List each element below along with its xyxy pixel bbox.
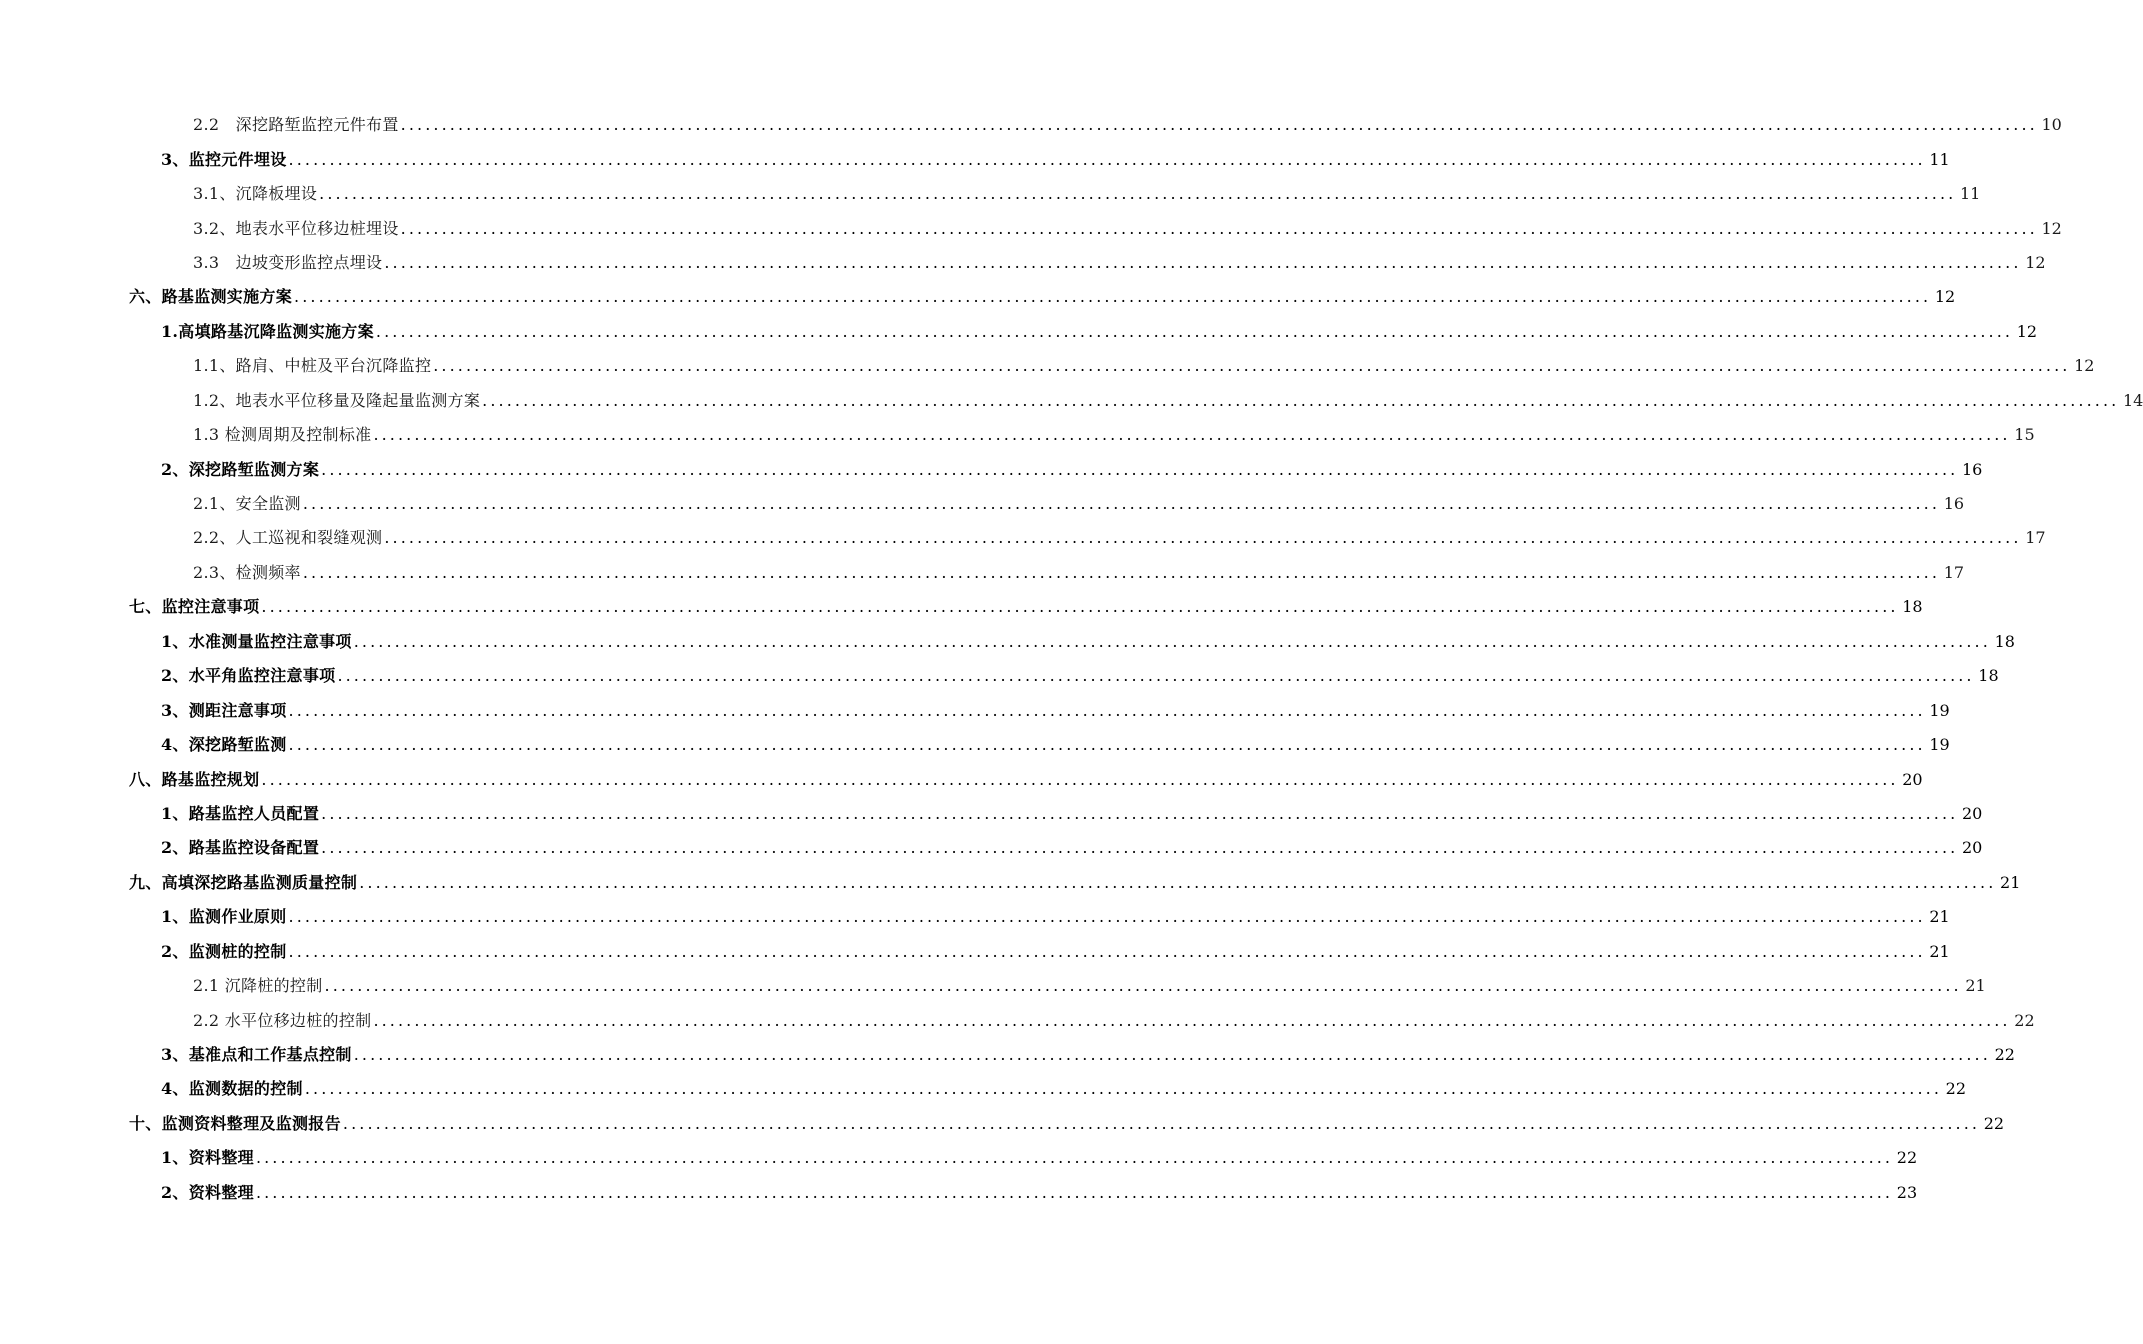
- toc-page-number: 21: [1929, 907, 1950, 927]
- toc-dot-leader: ........................................................................................................................................................................................................: [373, 1010, 2011, 1030]
- toc-page-number: 18: [1902, 597, 1923, 617]
- toc-entry[interactable]: [0, 1141, 1918, 1175]
- toc-dot-leader: ........................................................................................................................................................................................................: [261, 769, 1899, 789]
- toc-page-number: 21: [1965, 976, 1986, 996]
- toc-page-number: 19: [1929, 735, 1950, 755]
- toc-entry[interactable]: [0, 969, 1986, 1003]
- toc-entry[interactable]: [0, 108, 2062, 142]
- toc-dot-leader: ........................................................................................................................................................................................................: [261, 597, 1899, 617]
- toc-page-number: 22: [1994, 1045, 2015, 1065]
- toc-page-number: 20: [1961, 838, 1983, 858]
- toc-entry-title: 3.2、地表水平位移边桩埋设: [193, 218, 399, 238]
- toc-dot-leader: ........................................................................................................................................................................................................: [321, 459, 1959, 479]
- toc-entry[interactable]: [0, 693, 1950, 727]
- toc-entry-title: 1、监测作业原则: [161, 907, 287, 927]
- toc-dot-leader: ........................................................................................................................................................................................................: [342, 1113, 1981, 1133]
- toc-entry-title: 4、深挖路堑监测: [161, 735, 287, 755]
- toc-entry[interactable]: [0, 1003, 2035, 1037]
- toc-entry[interactable]: [0, 315, 2038, 349]
- toc-entry[interactable]: [0, 831, 1983, 865]
- toc-entry-title: 2、深挖路堑监测方案: [161, 459, 320, 479]
- toc-dot-leader: ........................................................................................................................................................................................................: [288, 149, 1926, 169]
- toc-entry-title: 4、监测数据的控制: [161, 1079, 303, 1099]
- toc-entry-title: 2.1、安全监测: [193, 494, 301, 514]
- toc-dot-leader: ........................................................................................................................................................................................................: [384, 252, 2022, 272]
- toc-entry-title: 3、测距注意事项: [161, 700, 287, 720]
- toc-dot-leader: ........................................................................................................................................................................................................: [288, 700, 1926, 720]
- toc-dot-leader: ........................................................................................................................................................................................................: [482, 390, 2120, 410]
- toc-entry-title: 1、资料整理: [161, 1148, 254, 1168]
- toc-entry-title: 2.2 水平位移边桩的控制: [193, 1010, 372, 1030]
- toc-dot-leader: ........................................................................................................................................................................................................: [384, 528, 2022, 548]
- toc-entry[interactable]: [0, 866, 2021, 900]
- toc-page-number: 22: [1896, 1148, 1918, 1168]
- toc-entry-title: 1.1、路肩、中桩及平台沉降监控: [193, 356, 432, 376]
- toc-entry[interactable]: [0, 521, 2046, 555]
- toc-entry-title: 2.1 沉降桩的控制: [193, 976, 323, 996]
- toc-entry-title: 2、监测桩的控制: [161, 941, 287, 961]
- toc-page-number: 12: [2025, 252, 2046, 272]
- toc-page-number: 21: [2000, 872, 2021, 892]
- toc-entry[interactable]: [0, 1072, 1967, 1106]
- toc-page-number: 19: [1929, 700, 1950, 720]
- toc-entry-title: 1.2、地表水平位移量及隆起量监测方案: [193, 390, 481, 410]
- toc-dot-leader: ........................................................................................................................................................................................................: [353, 1045, 1991, 1065]
- toc-page-number: 12: [2016, 321, 2038, 341]
- toc-dot-leader: ........................................................................................................................................................................................................: [321, 838, 1959, 858]
- toc-entry[interactable]: [0, 935, 1950, 969]
- toc-entry[interactable]: [0, 211, 2062, 245]
- toc-entry[interactable]: [0, 728, 1950, 762]
- toc-page-number: 15: [2014, 425, 2035, 445]
- toc-entry[interactable]: [0, 797, 1983, 831]
- toc-entry[interactable]: [0, 625, 2015, 659]
- toc-entry-title: 六、路基监测实施方案: [129, 287, 293, 307]
- toc-page-number: 20: [1961, 803, 1983, 823]
- toc-entry[interactable]: [0, 590, 1923, 624]
- toc-dot-leader: ........................................................................................................................................................................................................: [433, 356, 2071, 376]
- toc-entry[interactable]: [0, 1038, 2015, 1072]
- toc-page-number: 11: [1959, 184, 1981, 204]
- toc-dot-leader: ........................................................................................................................................................................................................: [400, 115, 2038, 135]
- toc-dot-leader: ........................................................................................................................................................................................................: [255, 1182, 1894, 1202]
- toc-dot-leader: ........................................................................................................................................................................................................: [255, 1148, 1894, 1168]
- toc-entry[interactable]: [0, 280, 1956, 314]
- toc-page-number: 12: [2041, 218, 2062, 238]
- toc-dot-leader: ........................................................................................................................................................................................................: [373, 425, 2011, 445]
- toc-dot-leader: ........................................................................................................................................................................................................: [400, 218, 2038, 238]
- toc-dot-leader: ........................................................................................................................................................................................................: [337, 666, 1975, 686]
- toc-entry-title: 2.3、检测频率: [193, 562, 301, 582]
- toc-page-number: 23: [1896, 1182, 1918, 1202]
- toc-dot-leader: ........................................................................................................................................................................................................: [319, 184, 1957, 204]
- toc-dot-leader: ........................................................................................................................................................................................................: [375, 321, 2014, 341]
- toc-dot-leader: ........................................................................................................................................................................................................: [288, 907, 1926, 927]
- toc-entry-title: 七、监控注意事项: [129, 597, 260, 617]
- toc-entry[interactable]: [0, 1176, 1918, 1210]
- toc-page-number: 20: [1902, 769, 1923, 789]
- table-of-contents: [0, 108, 2143, 1210]
- toc-entry[interactable]: [0, 349, 2095, 383]
- toc-entry-title: 九、高填深挖路基监测质量控制: [129, 872, 358, 892]
- toc-dot-leader: ........................................................................................................................................................................................................: [321, 803, 1959, 823]
- toc-page-number: 10: [2041, 115, 2062, 135]
- toc-entry[interactable]: [0, 487, 1965, 521]
- toc-entry-title: 3.1、沉降板埋设: [193, 184, 318, 204]
- toc-page-number: 16: [1961, 459, 1983, 479]
- toc-entry[interactable]: [0, 556, 1965, 590]
- toc-dot-leader: ........................................................................................................................................................................................................: [304, 1079, 1943, 1099]
- toc-entry-title: 3、基准点和工作基点控制: [161, 1045, 352, 1065]
- toc-dot-leader: ........................................................................................................................................................................................................: [324, 976, 1962, 996]
- toc-page-number: 12: [2074, 356, 2095, 376]
- toc-entry[interactable]: [0, 762, 1923, 796]
- toc-dot-leader: ........................................................................................................................................................................................................: [302, 562, 1941, 582]
- toc-page-number: 21: [1929, 941, 1950, 961]
- toc-entry[interactable]: [0, 418, 2035, 452]
- toc-page-number: 16: [1943, 494, 1965, 514]
- toc-dot-leader: ........................................................................................................................................................................................................: [302, 494, 1941, 514]
- toc-dot-leader: ........................................................................................................................................................................................................: [353, 631, 1991, 651]
- toc-entry[interactable]: [0, 142, 1950, 176]
- toc-entry[interactable]: [0, 1107, 2005, 1141]
- toc-page-number: 11: [1929, 149, 1950, 169]
- toc-entry[interactable]: [0, 384, 2143, 418]
- toc-entry[interactable]: [0, 177, 1981, 211]
- toc-entry-title: 3、监控元件埋设: [161, 149, 287, 169]
- toc-entry-title: 2、路基监控设备配置: [161, 838, 320, 858]
- toc-page-number: 22: [1945, 1079, 1967, 1099]
- toc-entry-title: 1、水准测量监控注意事项: [161, 631, 352, 651]
- toc-dot-leader: ........................................................................................................................................................................................................: [288, 941, 1926, 961]
- toc-page-number: 14: [2122, 390, 2143, 410]
- toc-page-number: 22: [1983, 1113, 2005, 1133]
- toc-page-number: 18: [1994, 631, 2015, 651]
- toc-entry-title: 3.3 边坡变形监控点埋设: [193, 252, 383, 272]
- toc-page-number: 12: [1934, 287, 1956, 307]
- toc-entry-title: 2.2 深挖路堑监控元件布置: [193, 115, 399, 135]
- toc-page-number: 17: [1943, 562, 1965, 582]
- toc-entry[interactable]: [0, 246, 2046, 280]
- toc-page-number: 18: [1978, 666, 1999, 686]
- toc-entry-title: 2、水平角监控注意事项: [161, 666, 336, 686]
- toc-entry-title: 八、路基监控规划: [129, 769, 260, 789]
- toc-entry-title: 1、路基监控人员配置: [161, 803, 320, 823]
- toc-entry[interactable]: [0, 900, 1950, 934]
- toc-page-number: 22: [2014, 1010, 2035, 1030]
- toc-entry-title: 2.2、人工巡视和裂缝观测: [193, 528, 383, 548]
- toc-page-number: 17: [2025, 528, 2046, 548]
- toc-entry-title: 十、监测资料整理及监测报告: [129, 1113, 341, 1133]
- toc-dot-leader: ........................................................................................................................................................................................................: [359, 872, 1997, 892]
- toc-entry-title: 1.高填路基沉降监测实施方案: [161, 321, 374, 341]
- toc-entry-title: 1.3 检测周期及控制标准: [193, 425, 372, 445]
- toc-entry[interactable]: [0, 659, 1999, 693]
- toc-dot-leader: ........................................................................................................................................................................................................: [288, 735, 1926, 755]
- toc-entry-title: 2、资料整理: [161, 1182, 254, 1202]
- toc-dot-leader: ........................................................................................................................................................................................................: [294, 287, 1932, 307]
- toc-entry[interactable]: [0, 452, 1983, 486]
